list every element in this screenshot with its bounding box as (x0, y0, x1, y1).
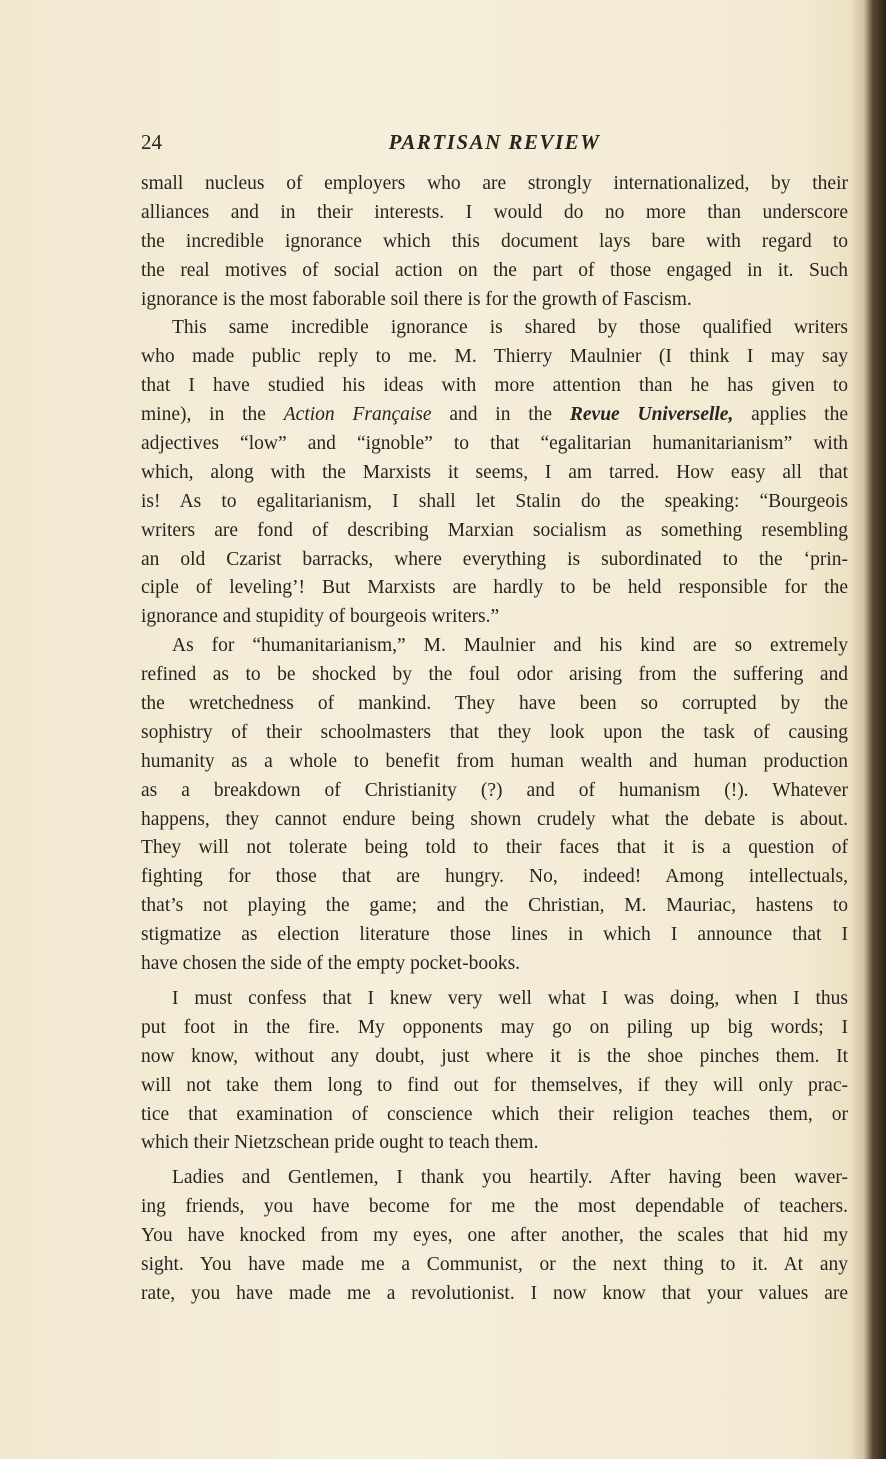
text-segment: adjectives “low” and “ignoble” to that “egalitarian humanitarianism” with (141, 433, 848, 455)
text-line (141, 950, 848, 979)
text-segment: the incredible ignorance which this document lays bare with regard to (141, 230, 848, 252)
text-segment: which, along with the Marxists it seems, I am tarred. How easy all that (141, 461, 848, 483)
text-segment: and in the (431, 404, 570, 426)
text-segment: tice that examination of conscience which their religion teaches them, or (141, 1103, 848, 1125)
text-line (141, 1251, 848, 1280)
text-line (141, 1280, 848, 1309)
text-segment: ignorance is the most faborable soil there is for the growth of Fascism. (141, 288, 692, 310)
text-line (141, 985, 848, 1014)
page-number: 24 (141, 130, 162, 154)
text-segment: I must confess that I knew very well what I was doing, when I thus (172, 987, 848, 1009)
text-segment: which their Nietzschean pride ought to teach them. (141, 1132, 539, 1154)
text-segment: applies the (733, 404, 848, 426)
text-line (141, 314, 848, 343)
text-line (141, 632, 848, 661)
text-segment: put foot in the fire. My opponents may go on piling up big words; I (141, 1016, 848, 1038)
paragraph (141, 1164, 848, 1308)
paragraph (141, 314, 848, 632)
running-header (141, 130, 848, 160)
text-line (141, 1129, 848, 1158)
text-line (141, 517, 848, 546)
text-segment: alliances and in their interests. I would do no more than underscore (141, 201, 848, 223)
text-line (141, 603, 848, 632)
text-segment: fighting for those that are hungry. No, indeed! Among intellectuals, (141, 866, 848, 888)
text-line (141, 1043, 848, 1072)
text-line (141, 430, 848, 459)
text-line (141, 199, 848, 228)
text-segment: As for “humanitarianism,” M. Maulnier and his kind are so extremely (172, 635, 848, 657)
text-segment: You have knocked from my eyes, one after another, the scales that hid my (141, 1225, 848, 1247)
text-segment: an old Czarist barracks, where everything is subordinated to the ‘prin- (141, 548, 848, 570)
text-segment: sophistry of their schoolmasters that they look upon the task of causing (141, 721, 848, 743)
paragraph (141, 632, 848, 979)
text-line (141, 921, 848, 950)
paragraph (141, 170, 848, 314)
text-segment: have chosen the side of the empty pocket-books. (141, 953, 521, 975)
text-segment: who made public reply to me. M. Thierry Maulnier (I think I may say (141, 346, 848, 368)
text-segment: happens, they cannot endure being shown crudely what the debate is about. (141, 808, 848, 830)
text-line (141, 546, 848, 575)
italic-title: Revue Universelle, (569, 404, 734, 426)
text-segment: This same incredible ignorance is shared by those qualified writers (172, 317, 848, 339)
text-segment: refined as to be shocked by the foul odor arising from the suffering and (141, 664, 848, 686)
text-segment: stigmatize as election literature those lines in which I announce that I (141, 924, 848, 946)
text-line (141, 690, 848, 719)
text-segment: will not take them long to find out for themselves, if they will only prac- (141, 1074, 848, 1096)
paragraph (141, 985, 848, 1158)
text-segment: writers are fond of describing Marxian socialism as something resembling (141, 519, 848, 541)
text-segment: the wretchedness of mankind. They have been so corrupted by the (141, 693, 848, 715)
text-line (141, 806, 848, 835)
text-segment: ciple of leveling’! But Marxists are hardly to be held responsible for the (141, 577, 848, 599)
text-line (141, 1193, 848, 1222)
text-segment: humanity as a whole to benefit from human wealth and human production (141, 750, 848, 772)
text-line (141, 1072, 848, 1101)
text-line (141, 170, 848, 199)
text-line (141, 892, 848, 921)
text-line (141, 719, 848, 748)
text-segment: sight. You have made me a Communist, or the next thing to it. At any (141, 1253, 848, 1275)
text-line (141, 1101, 848, 1130)
text-segment: small nucleus of employers who are strongly internationalized, by their (141, 173, 848, 194)
text-line (141, 1222, 848, 1251)
text-line (141, 777, 848, 806)
running-title: PARTISAN REVIEW (388, 130, 601, 154)
text-segment: They will not tolerate being told to their faces that it is a question of (141, 837, 848, 859)
text-line (141, 257, 848, 286)
text-line (141, 1164, 848, 1193)
text-segment: that’s not playing the game; and the Christian, M. Mauriac, hastens to (141, 895, 848, 917)
text-segment: Ladies and Gentlemen, I thank you heartily. After having been waver- (172, 1167, 848, 1189)
text-line (141, 661, 848, 690)
text-line (141, 488, 848, 517)
text-segment: ing friends, you have become for me the most dependable of teachers. (141, 1196, 848, 1218)
italic-title: Action Française (283, 404, 432, 426)
text-segment: as a breakdown of Christianity (?) and of humanism (!). Whatever (141, 779, 848, 801)
text-line (141, 748, 848, 777)
text-line (141, 834, 848, 863)
body-text (141, 170, 848, 1309)
text-line (141, 286, 848, 315)
text-segment: rate, you have made me a revolutionist. I now know that your values are (141, 1282, 848, 1304)
text-segment: ignorance and stupidity of bourgeois writers.” (141, 606, 500, 628)
text-line (141, 372, 848, 401)
text-segment: that I have studied his ideas with more attention than he has given to (141, 375, 848, 397)
text-line (141, 228, 848, 257)
text-line (141, 401, 848, 430)
text-line (141, 459, 848, 488)
text-line (141, 343, 848, 372)
text-line (141, 1014, 848, 1043)
text-segment: is! As to egalitarianism, I shall let Stalin do the speaking: “Bourgeois (141, 490, 848, 512)
text-segment: mine), in the (141, 404, 284, 426)
text-line (141, 863, 848, 892)
text-line (141, 574, 848, 603)
text-segment: the real motives of social action on the part of those engaged in it. Such (141, 259, 848, 281)
text-segment: now know, without any doubt, just where it is the shoe pinches them. It (141, 1045, 848, 1067)
